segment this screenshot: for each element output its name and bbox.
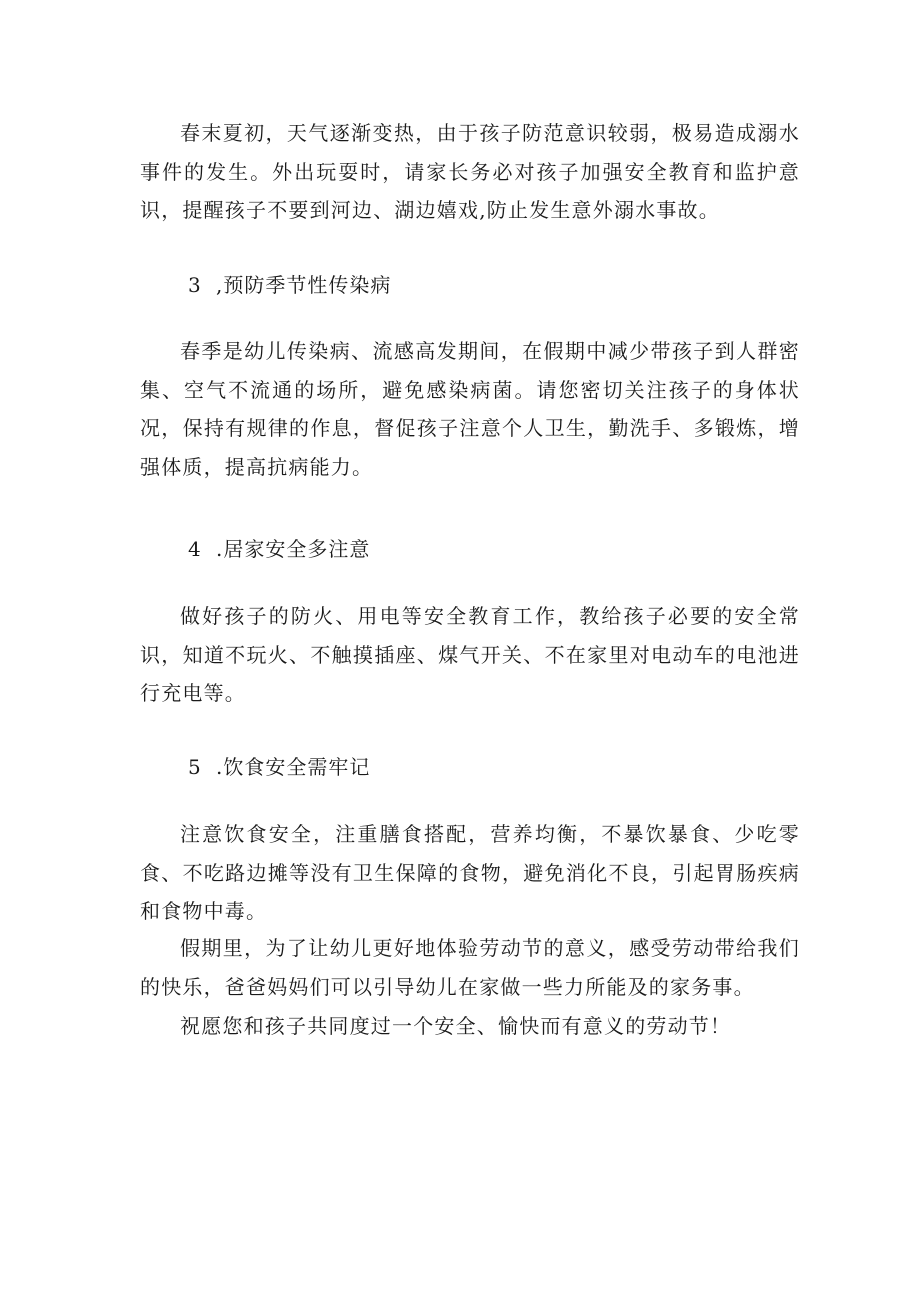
section-title: ,预防季节性传染病 bbox=[216, 273, 392, 297]
section-number: 5 bbox=[188, 755, 202, 779]
section-heading-5 bbox=[188, 748, 370, 786]
section-title: .饮食安全需牢记 bbox=[216, 755, 371, 779]
paragraph-home-safety: 做好孩子的防火、用电等安全教育工作，教给孩子必要的安全常识，知道不玩火、不触摸插座、煤气开关、不在家里对电动车的电池进行充电等。 bbox=[140, 604, 800, 705]
section-heading-3 bbox=[188, 266, 391, 304]
section-heading-4 bbox=[188, 530, 370, 568]
paragraph-drowning-safety: 春末夏初，天气逐渐变热，由于孩子防范意识较弱，极易造成溺水事件的发生。外出玩耍时，请家长务必对孩子加强安全教育和监护意识，提醒孩子不要到河边、湖边嬉戏,防止发生意外溺水事故。 bbox=[140, 121, 800, 222]
section-number: 4 bbox=[188, 537, 202, 561]
paragraph-food-safety: 注意饮食安全，注重膳食搭配，营养均衡，不暴饮暴食、少吃零食、不吃路边摊等没有卫生保障的食物，避免消化不良，引起胃肠疾病和食物中毒。 bbox=[140, 822, 800, 923]
paragraph-closing-wish: 祝愿您和孩子共同度过一个安全、愉快而有意义的劳动节！ bbox=[180, 1014, 732, 1038]
paragraph-labor-day: 假期里，为了让幼儿更好地体验劳动节的意义，感受劳动带给我们的快乐，爸爸妈妈们可以引导幼儿在家做一些力所能及的家务事。 bbox=[140, 936, 800, 999]
section-title: .居家安全多注意 bbox=[216, 537, 371, 561]
paragraph-infectious-disease: 春季是幼儿传染病、流感高发期间，在假期中减少带孩子到人群密集、空气不流通的场所，避免感染病菌。请您密切关注孩子的身体状况，保持有规律的作息，督促孩子注意个人卫生，勤洗手、多锻炼，增强体质，提高抗病能力。 bbox=[140, 339, 800, 479]
section-number: 3 bbox=[188, 273, 202, 297]
